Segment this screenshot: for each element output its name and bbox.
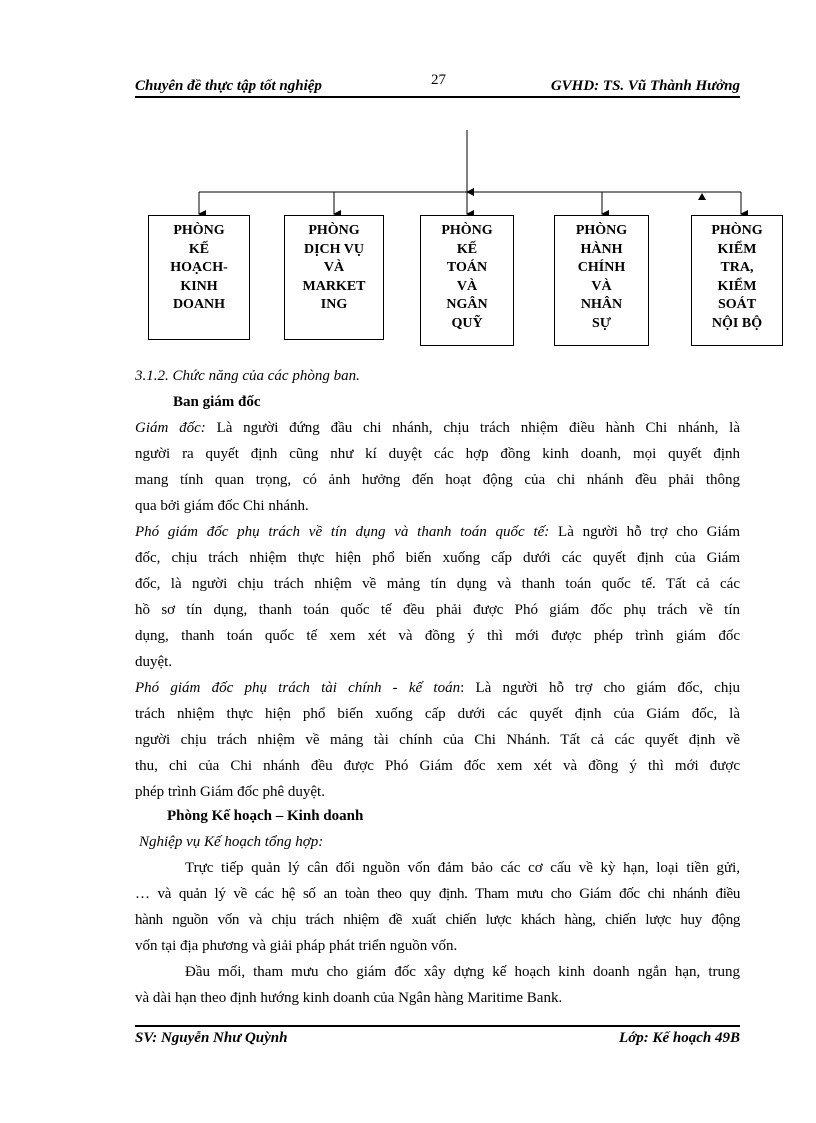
paragraph-line: dụng, thanh toán quốc tế xem xét và đồng ý thì mới được phép trình giám đốc [135,628,740,644]
paragraph-line: duyệt. [135,654,173,670]
dept-box-audit: PHÒNG KIỂM TRA, KIỂM SOÁT NỘI BỘ [691,215,783,346]
director-label: Giám đốc: [135,420,206,436]
deputy-finance-label: Phó giám đốc phụ trách tài chính - kế toán [135,680,461,696]
deputy-credit-label: Phó giám đốc phụ trách về tín dụng và thanh toán quốc tế: [135,524,550,540]
paragraph-line: hành nguồn vốn và chịu trách nhiệm đề xuất chiến lược khách hàng, chiến lược huy động [135,912,740,928]
planning-heading: Phòng Kế hoạch – Kinh doanh [167,808,364,824]
paragraph-line: đốc, là người chịu trách nhiệm về mảng tín dụng và thanh toán quốc tế. Tất cả các [135,576,740,592]
footer-student: SV: Nguyễn Như Quỳnh [135,1030,288,1046]
dept-box-planning: PHÒNG KẾ HOẠCH- KINH DOANH [148,215,250,340]
paragraph-line: Trực tiếp quản lý cân đối nguồn vốn đảm bảo các cơ cấu về kỳ hạn, loại tiền gửi, [185,860,740,876]
paragraph-line: Phó giám đốc phụ trách về tín dụng và thanh toán quốc tế: Là người hỗ trợ cho Giám [135,524,740,540]
paragraph-line: phép trình Giám đốc phê duyệt. [135,784,325,800]
page-footer [135,1030,740,1052]
header-advisor: GVHD: TS. Vũ Thành Hưởng [550,78,740,94]
board-heading: Ban giám đốc [173,394,261,410]
header-title: Chuyên đề thực tập tốt nghiệp [135,78,322,94]
footer-rule [135,1025,740,1027]
paragraph-line: đốc, chịu trách nhiệm thực hiện phổ biến xuống cấp dưới các quyết định của Giám [135,550,740,566]
paragraph-line: và dài hạn theo định hướng kinh doanh của Ngân hàng Maritime Bank. [135,990,563,1006]
footer-class: Lớp: Kế hoạch 49B [619,1030,740,1046]
paragraph-line: vốn tại địa phương và giải pháp phát triển nguồn vốn. [135,938,458,954]
paragraph-line: trách nhiệm thực hiện phổ biến xuống cấp dưới các quyết định của Giám đốc, là [135,706,740,722]
paragraph-line: Giám đốc: Là người đứng đầu chi nhánh, chịu trách nhiệm điều hành Chi nhánh, là [135,420,740,436]
paragraph-line: người ra quyết định cũng như kí duyệt các hợp đồng kinh doanh, mọi quyết định [135,446,740,462]
dept-box-accounting: PHÒNG KẾ TOÁN VÀ NGÂN QUỸ [420,215,514,346]
paragraph-line: Phó giám đốc phụ trách tài chính - kế toán: Là người hỗ trợ cho giám đốc, chịu [135,680,741,696]
paragraph-line: hồ sơ tín dụng, thanh toán quốc tế đều phải được Phó giám đốc phụ trách về tín [135,602,740,618]
org-chart [0,0,816,360]
paragraph-line: mang tính quan trọng, có ảnh hưởng đến hoạt động của chi nhánh đều phải thông [135,472,740,488]
dept-box-admin: PHÒNG HÀNH CHÍNH VÀ NHÂN SỰ [554,215,649,346]
paragraph-line: Đầu mối, tham mưu cho giám đốc xây dựng kế hoạch kinh doanh ngắn hạn, trung [185,964,740,980]
paragraph-line: thu, chi của Chi nhánh đều được Phó Giám đốc xem xét và đồng ý thì mới được [135,758,740,774]
up-arrow [698,193,706,200]
dept-box-services: PHÒNG DỊCH VỤ VÀ MARKET ING [284,215,384,340]
section-title: 3.1.2. Chức năng của các phòng ban. [135,368,360,384]
planning-subheading: Nghiệp vụ Kế hoạch tổng hợp: [139,834,324,850]
page-number: 27 [431,72,446,88]
paragraph-line: qua bởi giám đốc Chi nhánh. [135,498,309,514]
paragraph-line: người chịu trách nhiệm về mảng tài chính của Chi Nhánh. Tất cả các quyết định về [135,732,740,748]
paragraph-line: … và quản lý về các hệ số an toàn theo quy định. Tham mưu cho Giám đốc chi nhánh điều [135,886,740,902]
